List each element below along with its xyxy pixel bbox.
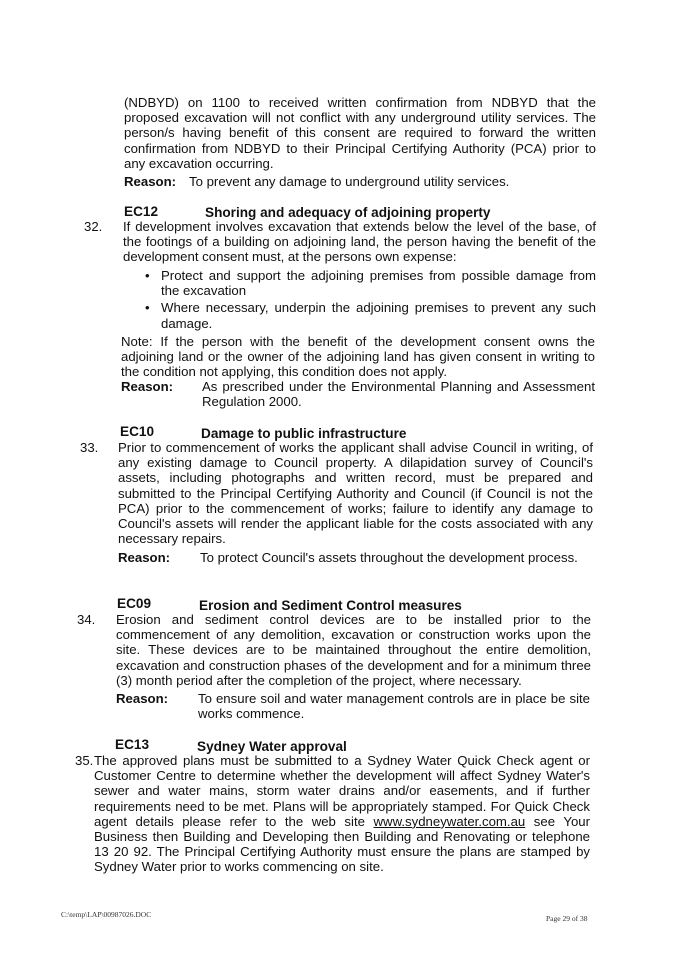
condition-title: Damage to public infrastructure (201, 426, 407, 441)
condition-code: EC13 (115, 737, 150, 752)
reason-text: As prescribed under the Environmental Planning and Assessment Regulation 2000. (202, 379, 595, 410)
sydney-water-link[interactable]: www.sydneywater.com.au (373, 813, 526, 829)
condition-reason (121, 379, 595, 411)
footer-file-path: C:\temp\LAP\00987026.DOC (61, 910, 152, 919)
condition-reason (118, 550, 592, 582)
reason-label: Reason: (116, 691, 169, 706)
intro-reason (124, 174, 598, 190)
reason-text: To protect Council's assets throughout the development process. (200, 550, 578, 565)
condition-title: Sydney Water approval (197, 739, 347, 754)
condition-code: EC12 (124, 204, 159, 219)
condition-body: Erosion and sediment control devices are to be installed prior to the commencement of any demolition, excavation or construction works upon the site. These devices are to be maintained throughout the entire demolition, excavation and construction phases of the development and for a minimum three (3) month period after the completion of the project, where necessary. (116, 612, 591, 688)
reason-label: Reason: (118, 550, 171, 565)
condition-code: EC09 (117, 596, 152, 611)
condition-number: 32. (84, 219, 103, 234)
condition-number: 33. (80, 440, 99, 455)
list-item: • Where necessary, underpin the adjoining premises to prevent any such damage. (145, 300, 596, 331)
condition-note: Note: If the person with the benefit of the development consent owns the adjoining land or the owner of the adjoining land has given consent in writing to the condition not applying, this condition does not apply. (121, 334, 595, 380)
condition-title: Erosion and Sediment Control measures (199, 598, 462, 613)
condition-number: 35. (75, 753, 94, 768)
condition-body: Prior to commencement of works the applicant shall advise Council in writing, of any existing damage to Council property. A dilapidation survey of Council's assets, including photographs and written record, must be prepared and submitted to the Principal Certifying Authority and Council (if Council is not the PCA) prior to the commencement of works; failure to identify any damage to Council's assets will render the applicant liable for the costs associated with any necessary repairs. (118, 440, 593, 547)
condition-body: If development involves excavation that extends below the level of the base, of the footings of a building on adjoining land, the person having the benefit of the development consent must, at the persons own expense: (123, 219, 596, 265)
reason-label: Reason: (121, 379, 174, 394)
condition-number: 34. (77, 612, 96, 627)
intro-paragraph: (NDBYD) on 1100 to received written confirmation from NDBYD that the proposed excavation will not conflict with any underground utility services. The person/s having benefit of this consent are required to forward the written confirmation from NDBYD to their Principal Certifying Authority (PCA) prior to any excavation occurring. (124, 95, 596, 171)
condition-code: EC10 (120, 424, 155, 439)
reason-text: To prevent any damage to underground utility services. (189, 174, 510, 189)
reason-label: Reason: (124, 174, 177, 189)
footer-page-number: Page 29 of 38 (546, 914, 588, 923)
condition-title: Shoring and adequacy of adjoining property (205, 205, 491, 220)
condition-reason (116, 691, 590, 723)
list-item: • Protect and support the adjoining premises from possible damage from the excavation (145, 268, 596, 299)
condition-body: The approved plans must be submitted to a Sydney Water Quick Check agent or Customer Centre to determine whether the development will affect Sydney Water's sewer and water mains, storm water drains and/or easements, and if further requirements need to be met. Plans will be appropriately stamped. For Quick Check agent details please refer to the web site www.sydneywater.com.au see Your Business then Building and Developing then Building and Renovating or telephone 13 20 92. The Principal Certifying Authority must ensure the plans are stamped by Sydney Water prior to works commencing on site. (94, 753, 591, 875)
reason-text: To ensure soil and water management controls are in place be site works commence. (198, 691, 590, 722)
condition-bullet-list (143, 268, 596, 333)
